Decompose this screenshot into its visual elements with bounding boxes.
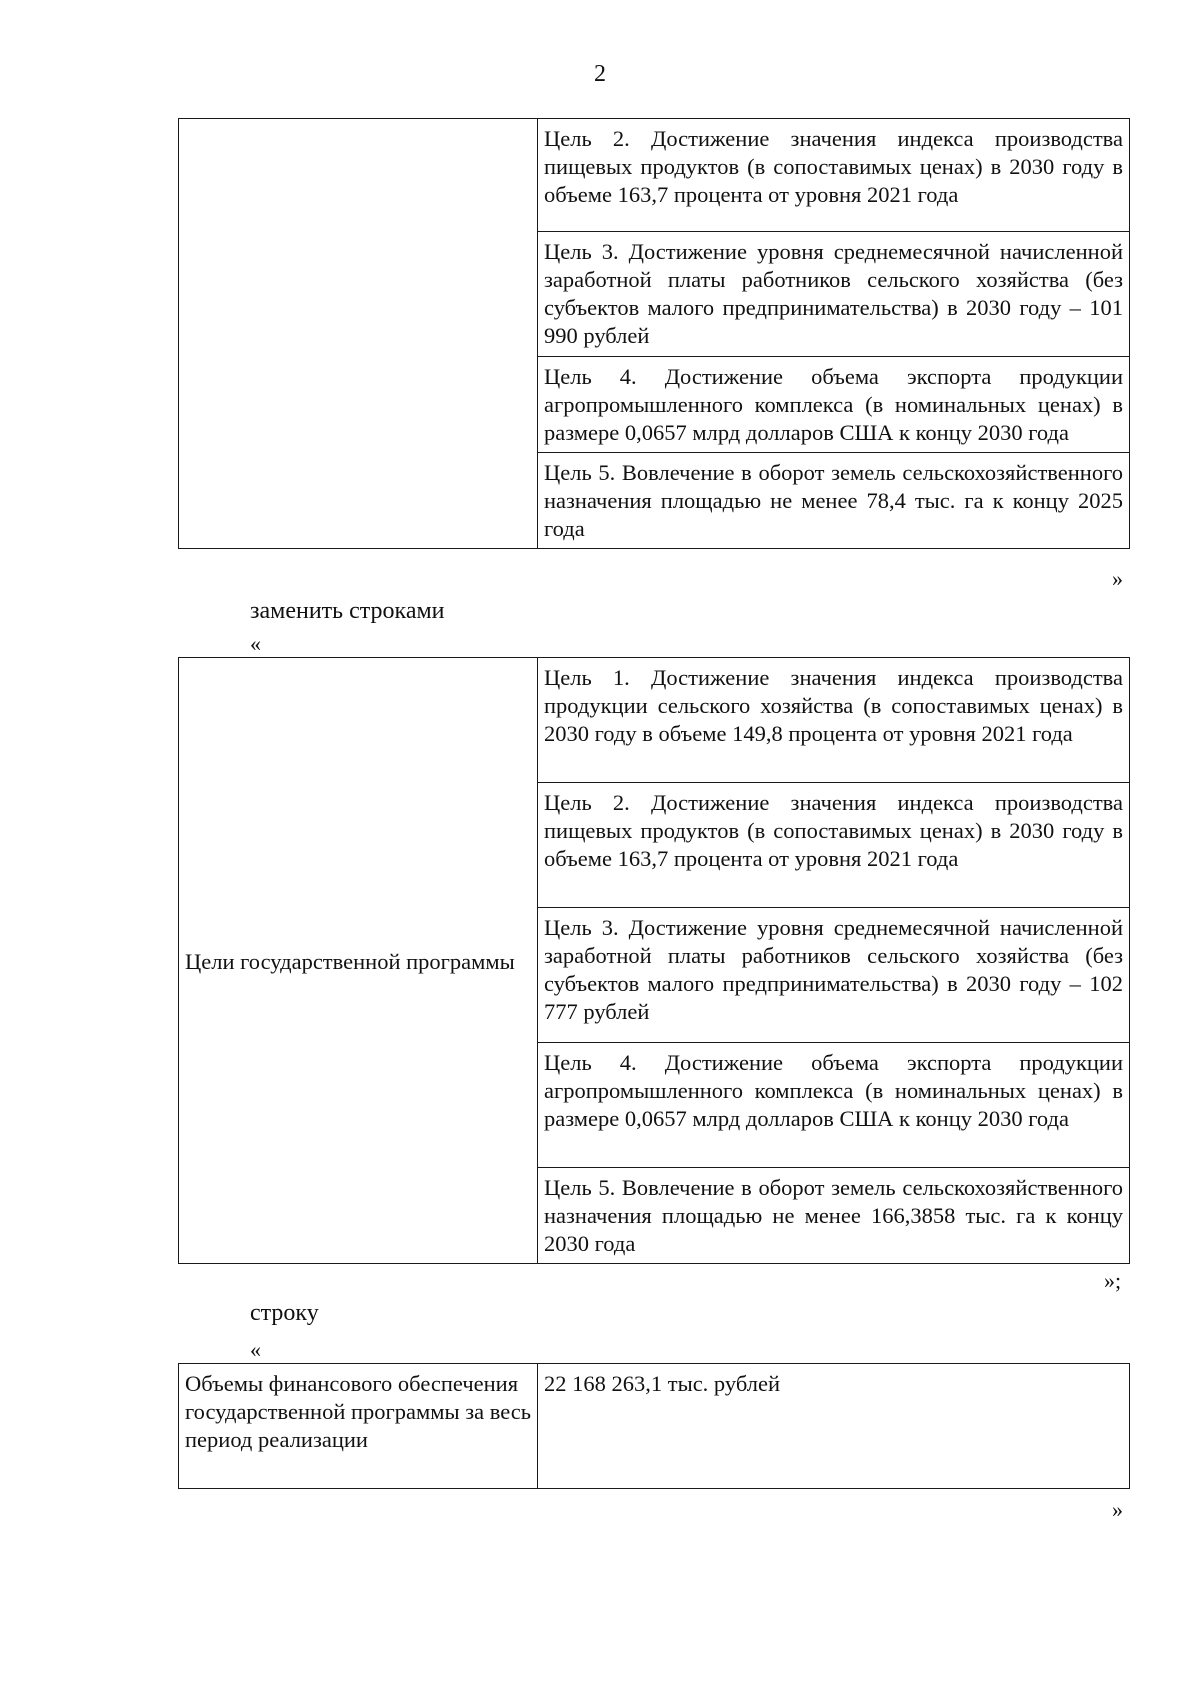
table-row — [179, 1364, 1130, 1489]
goal-cell: Цель 2. Достижение значения индекса производства пищевых продуктов (в сопоставимых ценах) в 2030 году в объеме 163,7 процента от уровня 2021 года — [538, 783, 1130, 908]
goal-cell: Цель 4. Достижение объема экспорта продукции агропромышленного комплекса (в номинальных ценах) в размере 0,0657 млрд долларов США к концу 2030 года — [538, 1043, 1130, 1168]
goal-cell: Цель 4. Достижение объема экспорта продукции агропромышленного комплекса (в номинальных ценах) в размере 0,0657 млрд долларов США к концу 2030 года — [538, 357, 1130, 453]
goal-cell: Цель 5. Вовлечение в оборот земель сельскохозяйственного назначения площадью не менее 78,4 тыс. га к концу 2025 года — [538, 453, 1130, 549]
goal-cell: Цель 3. Достижение уровня среднемесячной начисленной заработной платы работников сельского хозяйства (без субъектов малого предпринимательства) в 2030 году – 102 777 рублей — [538, 908, 1130, 1043]
new-goals-table — [178, 657, 1130, 1264]
empty-label-cell — [179, 119, 538, 549]
financing-value-cell: 22 168 263,1 тыс. рублей — [538, 1364, 1130, 1489]
replace-instruction: заменить строками — [250, 598, 445, 624]
old-goals-table — [178, 118, 1130, 549]
goal-cell: Цель 5. Вовлечение в оборот земель сельскохозяйственного назначения площадью не менее 166,3858 тыс. га к концу 2030 года — [538, 1168, 1130, 1264]
goal-cell: Цель 1. Достижение значения индекса производства продукции сельского хозяйства (в сопоставимых ценах) в 2030 году в объеме 149,8 процента от уровня 2021 года — [538, 658, 1130, 783]
financing-table — [178, 1363, 1130, 1489]
goal-cell: Цель 3. Достижение уровня среднемесячной начисленной заработной платы работников сельского хозяйства (без субъектов малого предпринимательства) в 2030 году – 101 990 рублей — [538, 232, 1130, 357]
goals-label-cell: Цели государственной программы — [179, 658, 538, 1264]
goal-cell: Цель 2. Достижение значения индекса производства пищевых продуктов (в сопоставимых ценах) в 2030 году в объеме 163,7 процента от уровня 2021 года — [538, 119, 1130, 232]
row-instruction: строку — [250, 1300, 319, 1326]
financing-label-cell: Объемы финансового обеспечения государственной программы за весь период реализации — [179, 1364, 538, 1489]
page-number: 2 — [594, 61, 606, 87]
table-row — [179, 658, 1130, 783]
table-row — [179, 119, 1130, 232]
closing-quote: »; — [1104, 1268, 1122, 1293]
opening-quote: « — [250, 1337, 261, 1362]
closing-quote: » — [1112, 1497, 1123, 1522]
opening-quote: « — [250, 631, 261, 656]
closing-quote: » — [1112, 566, 1123, 591]
